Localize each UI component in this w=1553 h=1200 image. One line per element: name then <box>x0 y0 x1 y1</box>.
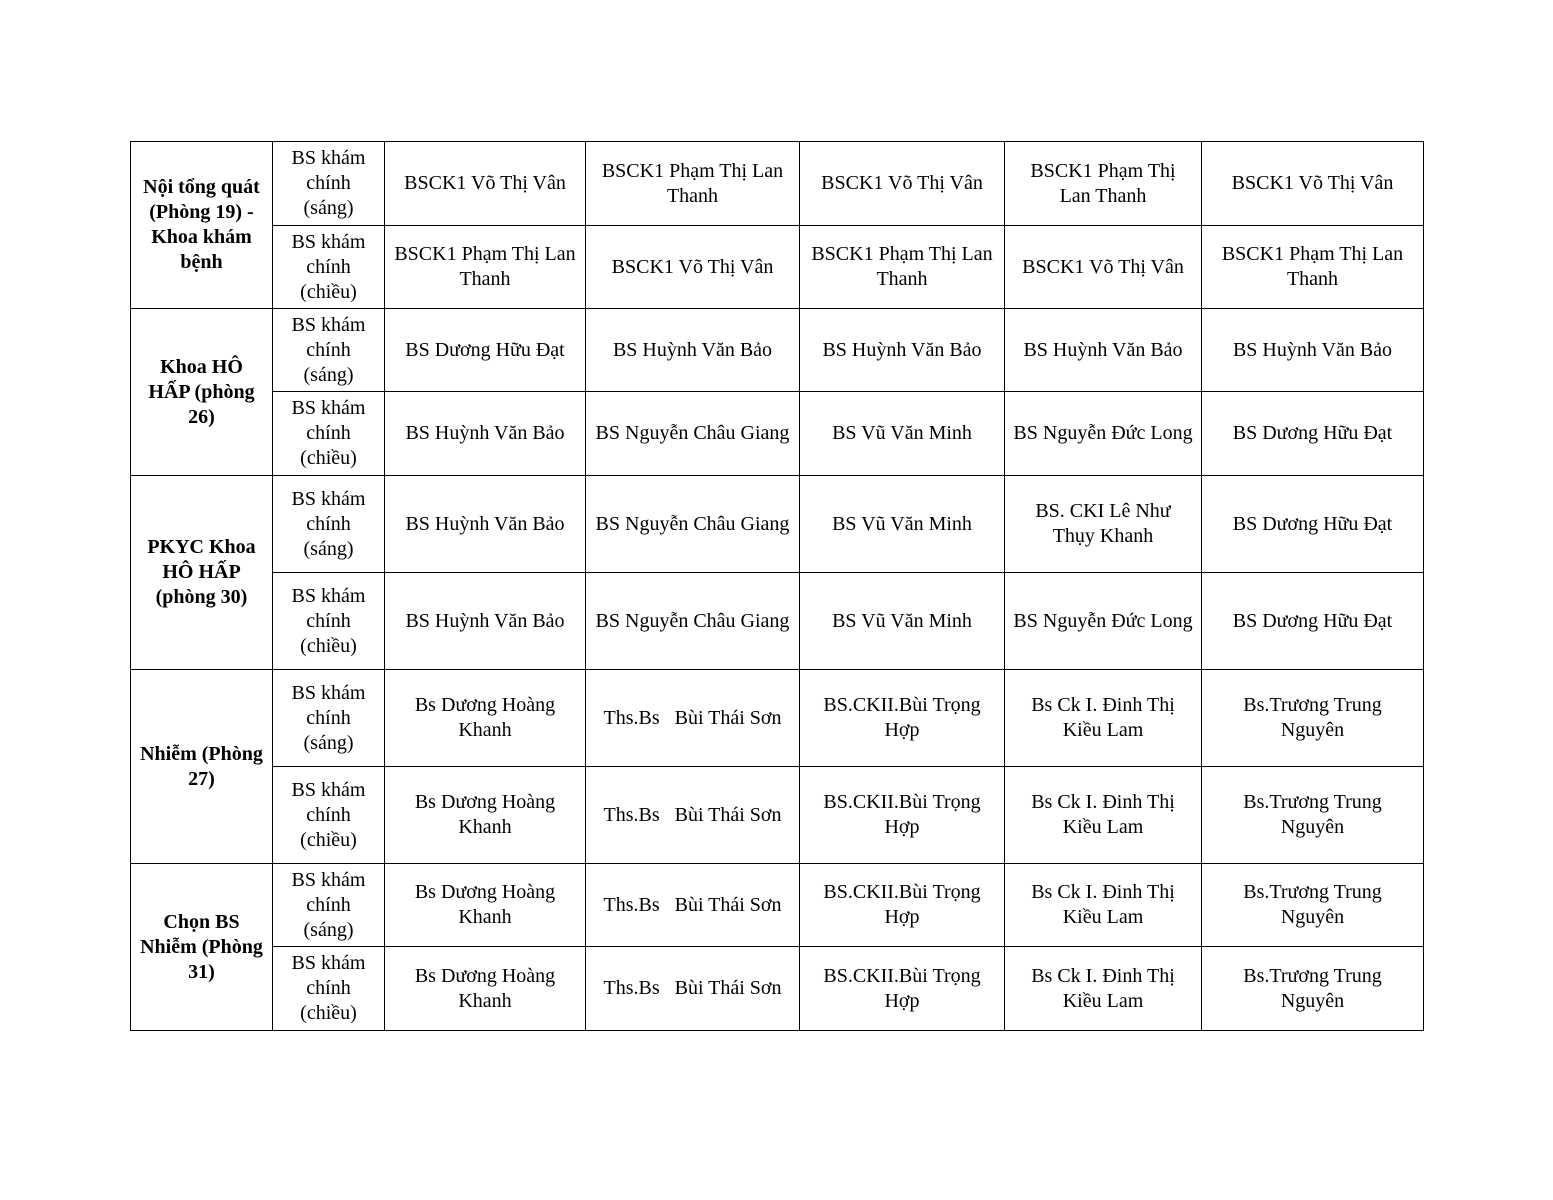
doctor-cell: BS Vũ Văn Minh <box>800 392 1005 476</box>
doctor-cell: BSCK1 Phạm Thị Lan Thanh <box>586 142 800 226</box>
doctor-cell: Bs Dương Hoàng Khanh <box>385 864 586 947</box>
doctor-cell: BSCK1 Phạm Thị Lan Thanh <box>1202 226 1424 309</box>
doctor-cell: BS Dương Hữu Đạt <box>1202 392 1424 476</box>
table-row <box>131 309 1424 392</box>
shift-cell: BS khám chính (sáng) <box>273 142 385 226</box>
doctor-cell: BSCK1 Võ Thị Vân <box>800 142 1005 226</box>
table-row <box>131 670 1424 767</box>
doctor-cell: BSCK1 Võ Thị Vân <box>385 142 586 226</box>
shift-cell: BS khám chính (chiều) <box>273 226 385 309</box>
doctor-cell: BS Huỳnh Văn Bảo <box>1005 309 1202 392</box>
doctor-cell: Bs.Trương Trung Nguyên <box>1202 670 1424 767</box>
doctor-cell: BS Huỳnh Văn Bảo <box>586 309 800 392</box>
doctor-cell: BS Nguyễn Châu Giang <box>586 573 800 670</box>
doctor-cell: BS Huỳnh Văn Bảo <box>1202 309 1424 392</box>
doctor-cell: Bs.Trương Trung Nguyên <box>1202 767 1424 864</box>
doctor-cell: BS.CKII.Bùi Trọng Hợp <box>800 670 1005 767</box>
shift-cell: BS khám chính (sáng) <box>273 670 385 767</box>
shift-cell: BS khám chính (chiều) <box>273 573 385 670</box>
table-row <box>131 226 1424 309</box>
doctor-cell: BSCK1 Phạm Thị Lan Thanh <box>385 226 586 309</box>
doctor-cell: Bs Ck I. Đinh Thị Kiều Lam <box>1005 767 1202 864</box>
doctor-cell: Bs Ck I. Đinh Thị Kiều Lam <box>1005 864 1202 947</box>
doctor-cell: Bs.Trương Trung Nguyên <box>1202 947 1424 1031</box>
doctor-cell: Bs Dương Hoàng Khanh <box>385 670 586 767</box>
doctor-cell: BS Nguyễn Châu Giang <box>586 476 800 573</box>
doctor-cell: BSCK1 Võ Thị Vân <box>1005 226 1202 309</box>
doctor-cell: BS Dương Hữu Đạt <box>1202 476 1424 573</box>
table-row <box>131 864 1424 947</box>
shift-cell: BS khám chính (chiều) <box>273 392 385 476</box>
table-row <box>131 767 1424 864</box>
doctor-cell: Bs.Trương Trung Nguyên <box>1202 864 1424 947</box>
doctor-cell: BS. CKI Lê Như Thụy Khanh <box>1005 476 1202 573</box>
doctor-cell: Bs Dương Hoàng Khanh <box>385 767 586 864</box>
doctor-cell: BS Huỳnh Văn Bảo <box>385 392 586 476</box>
table-row <box>131 573 1424 670</box>
doctor-schedule-table <box>130 141 1424 1031</box>
doctor-cell: BS Vũ Văn Minh <box>800 573 1005 670</box>
doctor-cell: BS Dương Hữu Đạt <box>385 309 586 392</box>
doctor-cell: BS.CKII.Bùi Trọng Hợp <box>800 864 1005 947</box>
doctor-cell: BS Nguyễn Đức Long <box>1005 573 1202 670</box>
shift-cell: BS khám chính (sáng) <box>273 476 385 573</box>
doctor-cell: Bs Dương Hoàng Khanh <box>385 947 586 1031</box>
shift-cell: BS khám chính (chiều) <box>273 947 385 1031</box>
table-row <box>131 476 1424 573</box>
doctor-cell: BS Dương Hữu Đạt <box>1202 573 1424 670</box>
doctor-cell: BSCK1 Võ Thị Vân <box>1202 142 1424 226</box>
table-row <box>131 947 1424 1031</box>
department-cell: Khoa HÔ HẤP (phòng 26) <box>131 309 273 476</box>
department-cell: PKYC Khoa HÔ HẤP (phòng 30) <box>131 476 273 670</box>
doctor-cell: Ths.Bs Bùi Thái Sơn <box>586 864 800 947</box>
doctor-cell: BS Nguyễn Đức Long <box>1005 392 1202 476</box>
shift-cell: BS khám chính (chiều) <box>273 767 385 864</box>
doctor-cell: Ths.Bs Bùi Thái Sơn <box>586 670 800 767</box>
doctor-cell: Bs Ck I. Đinh Thị Kiều Lam <box>1005 670 1202 767</box>
doctor-cell: BSCK1 Võ Thị Vân <box>586 226 800 309</box>
doctor-cell: Ths.Bs Bùi Thái Sơn <box>586 767 800 864</box>
doctor-cell: BSCK1 Phạm Thị Lan Thanh <box>800 226 1005 309</box>
doctor-cell: Ths.Bs Bùi Thái Sơn <box>586 947 800 1031</box>
department-cell: Nhiễm (Phòng 27) <box>131 670 273 864</box>
doctor-cell: BS Nguyễn Châu Giang <box>586 392 800 476</box>
table-row <box>131 142 1424 226</box>
doctor-cell: BS Vũ Văn Minh <box>800 476 1005 573</box>
department-cell: Chọn BS Nhiễm (Phòng 31) <box>131 864 273 1031</box>
department-cell: Nội tổng quát (Phòng 19) - Khoa khám bệnh <box>131 142 273 309</box>
table-row <box>131 392 1424 476</box>
doctor-cell: Bs Ck I. Đinh Thị Kiều Lam <box>1005 947 1202 1031</box>
shift-cell: BS khám chính (sáng) <box>273 309 385 392</box>
doctor-cell: BS.CKII.Bùi Trọng Hợp <box>800 947 1005 1031</box>
doctor-cell: BS Huỳnh Văn Bảo <box>800 309 1005 392</box>
doctor-cell: BS.CKII.Bùi Trọng Hợp <box>800 767 1005 864</box>
doctor-cell: BSCK1 Phạm Thị Lan Thanh <box>1005 142 1202 226</box>
shift-cell: BS khám chính (sáng) <box>273 864 385 947</box>
doctor-cell: BS Huỳnh Văn Bảo <box>385 573 586 670</box>
doctor-cell: BS Huỳnh Văn Bảo <box>385 476 586 573</box>
